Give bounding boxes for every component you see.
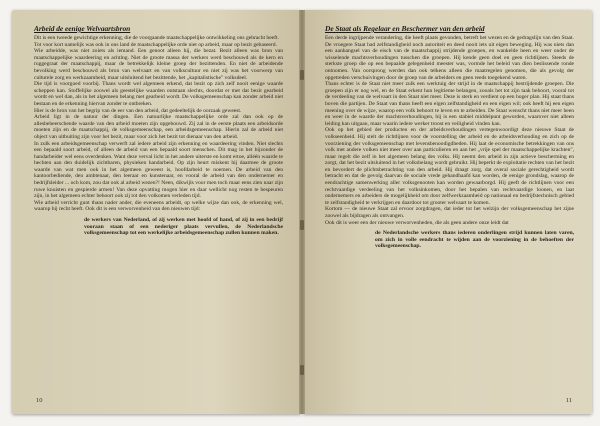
right-page-heading: De Staat als Regelaar en Beschermer van den arbeid	[325, 24, 485, 33]
right-page-quote: de Nederlandsche werkers thans iederen onderlingen strijd kunnen laten varen, om zich in volle eendracht te wijden aan de voorziening in de behoeften der volksgemeenschap.	[375, 230, 576, 250]
right-page-number: 11	[565, 397, 572, 404]
left-page	[12, 10, 301, 414]
left-page-heading: Arbeid de eenige Welvaartsbron	[34, 24, 131, 33]
left-page-content	[34, 24, 283, 384]
open-booklet	[12, 10, 592, 414]
right-page	[303, 10, 592, 414]
left-page-body: Dit is een tweede gewichtige erkenning, die de voorgaande maatschappelijke ontwikkeling ons gebracht heeft. Tot voor kort namelijk was ook in ons land de maatschappelijke orde niet op arbeid, maar op bezit gebaseerd. Wie arbeidde, was niet zoiets als iemand. Een genoot alleen hij, die bezat. Bezit alleen was bron van maatschappelijke waardeering en achting. Niet de groote massa der werkers werd beschouwd als de kern en ruggegraat der maatschappij, maar de betrekkelijk kleine groep der bezittenden. En niet de arbeidende bevolking werd beschouwd als bron van welvaart en van volkscultuur en niet zij was het voorwerp van culturele zorg en werkzaamheid, maar uitsluitend het bezittende, het „kapitalistische" volksdeel. Die tijd is voorgoed voorbij. Thans wordt wel algemeen erkend, dat bezit op zich zelf nooit eenige waarde scheppen kan. Stoffelijke zoowel als geestelijke waarden ontstaan slechts, doordat er met dat bezit gearbeid wordt en wel dan, als in het algemeen belang met gearbeid wordt. De volksgemeenschap kan zonder arbeid niet bestaan en de erkenning hiervan zonder te ontbreken. Hier is de bron van het begrip van de eer van den arbeid, dat gedeeltelijk de oorzaak geweest. Arbeid ligt in de natuur der dingen. Een natuurlijke maatschappelijke orde zal dan ook op de allesbeheerschende waarde van den arbeid moeten zijn opgebouwd. Zij zal in de eerste plaats een arbeidsorde moeten zijn en de maatschappij, de volksgemeenschap, een arbeidsgemeenschap. Hierin zal de arbeid niet object van uitbuiting zijn voor het bezit, maar voor zich het bezit tot dienaar van den arbeid. In zulk een arbeidsgemeenschap verwerft zal iedere arbeid zijn erkenning en waardeering vinden. Niet slechts een bepaald soort arbeid, of alleen de arbeid van een bepaald soort menschen. Dit mag in het bijzonder de handarbeider wel eens overdenken. Want deze verval licht in het andere uiterste en komt ertoe, alléén waarde te hechten aan den duidelijk zichtbaren, physieken handarbeid. Op zijn beurt miskent hij daarmee de groote waarde van wat men ook in het algemeen geweest is, hoofdarbeid te noemen. De arbeid van den kantoorbediende, den ambtenaar, den leeraar en kunstenaar, en vooral de arbeid van den ondernemer en bedrijfsleider ... och kom, zou dat ook al arbeid wezen?! Neen, dikwijls voor men toch maar eens zien naar zijn ruwe knuisten en gespierde armen! Van deze opvatting mogen hier en daar wellicht nog resten te bespeuren zijn, in het algemeen echter behoort ook zij tot den volkomen verleden tijd. Wie arbeid verricht gunt thans nader ander, die eveneens arbeidt, op welke wijze dan ook, de erkenning wel, waarop hij recht heeft. Ook dit is een verworvenheid van den nieuwen tijd:	[34, 35, 283, 213]
left-page-number: 10	[36, 397, 43, 404]
staple	[300, 220, 304, 230]
right-page-content	[325, 24, 574, 384]
staple	[300, 365, 304, 375]
staple	[300, 70, 304, 80]
right-page-body: Een derde ingrijpende verandering, die heeft plaats gevonden, betreft het wezen en de gedragslijn van den Staat. De vroegere Staat had zelfstandigheid noch autoriteit en deed nooit iets uit eigen beweging. Hij was niets dan een aanhangsel van de eisch van de maatschappij strijdende groepen, en wankelde heen en weer onder de wisselende machtsverhoudingen tusschen die groepen. Hij kende geen doel en geen richtlijnen. Steeds de sterkste groep die op een bepaalde gelegenheid meester was, vormde het beleid van dien beslissende ronde ontnomen. Van oorsprong werden dan ook telkens alleen die maatregelen genomen, die als gevolg der opgetreden verschuivingen door de groep van de arbeiders en geen reeds toegekend waren. Thans echter is de Staat niet meer zulk een werktuig der strijd in de maatschappij bestrijdende groepen. Die groepen zijn er nog wel, en de Staat erkent hun legitieme belangen, zooals het tot zijn taak behoort, vooral tot de verdeeling van de welvaart in den Staat niet meer. Deze is sterk en verdient op een hoger plan. Hij staat thans boven die partijen. De Staat van thans heeft een eigen zelfstandigheid en een eigen wil; ook heeft hij een eigen meening over de wijze, waarop een volk behoort te leven en te arbeiden. De Staat wenscht thans niet meer heen en weer in de waarde der machtsverhoudingen, hij is een stabiel middelpunt geworden, waarover niet alleen leiding kan uitgaan, maar waarin iedere werker troost en veiligheid vinden kan. Ook op het gebied der producten en der arbeidsverhoudingen vertegenwoordigt deze nieuwe Staat de volkseenheid. Hij stelt de richtlijnen voor de voorstelling der arbeid en de arbeidsverhouding en zich op de voorziening der volksgemeenschap met levensbenoodigdheden. Hij laat de economische betrekkingen van ons volk met andere volken niet meer over aan particulieren en aan het „vrije spel der maatschappelijke krachten", maar regelt die zelf in het algemeen belang des volks. Hij neemt den arbeid in zijn actieve bescherming en zorgt, dat het bezit uitsluitend in het volksbelang wordt gebruikt. Hij beperkt de exploitatie rechten van het bezit en bevordert de plichtsbetrachting van den arbeid. Hij draagt zorg, dat overal sociale gerechtigheid wordt betracht en dat de gevolg daarvan de sociale vrede gehandhaafd kan worden, de eenige grondslag, waarop de eendrachtige samenwerking aller volksgenooten kan worden gewaarborgd. Hij geeft de richtlijnen voor een rechtvaardige verdeeling van het volksinkomen, door het bepalen van rechtvaardige loonen, en laat ondernemers en arbeiders de mogelijkheid om door zelfwerkzaamheid op nationaal en bedrijfstechnisch gebied te zelfstandigheid te verkrijgen en daardoor tot grooter welvaart te komen. Kortom — de nieuwe Staat zal ervoor zorgdragen, dat ieder tot het welzijn der volksgemeenschap het zijne zoowel als bijdragen als ontvangen. Ook dit is weer een der nieuwe verworvenheden, die als geen andere onze leidt dat	[325, 35, 574, 226]
left-page-quote: de werkers van Nederland, of zij werken met hoofd of hand, of zij in een bedrijf vooraan staan of een nederiger plaats vervullen, de Nederlandsche volksgemeenschap tot een werkelijke arbeidsgemeenschap zullen kunnen maken.	[84, 217, 285, 237]
